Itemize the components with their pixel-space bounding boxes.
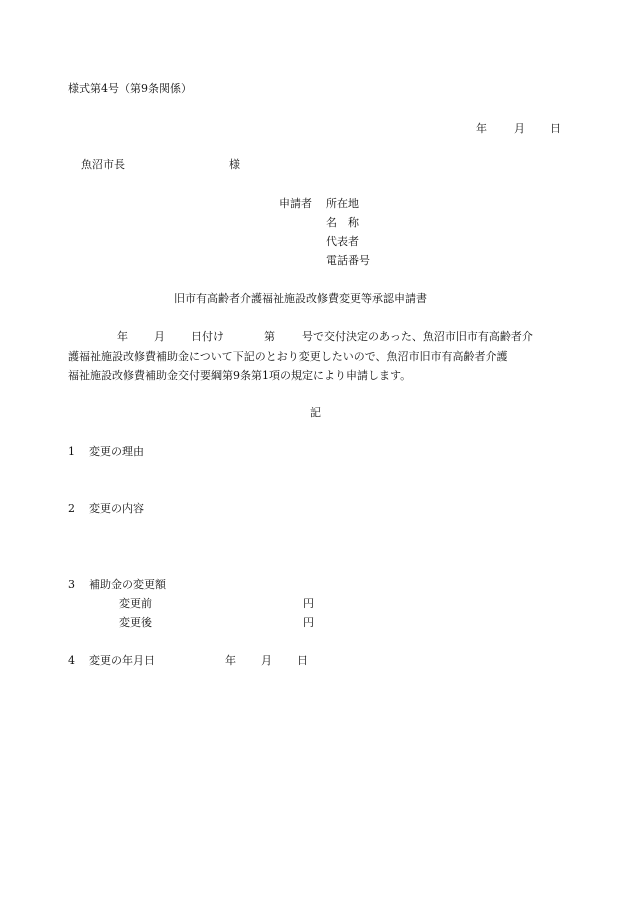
addressee-honorific: 様: [229, 158, 240, 171]
item-1-label: 変更の理由: [89, 445, 144, 458]
item-3-number: 3: [68, 578, 75, 591]
item-1-number: 1: [68, 445, 75, 458]
date-year-label: 年: [476, 122, 487, 135]
body-line1-rest: 号で交付決定のあった、魚沼市旧市有高齢者介: [302, 330, 533, 343]
amount-after-label: 変更後: [119, 616, 152, 629]
form-number: 様式第4号（第9条関係）: [68, 82, 192, 95]
applicant-field-name: 名 称: [326, 216, 359, 229]
applicant-field-address: 所在地: [326, 197, 359, 210]
amount-before-label: 変更前: [119, 597, 152, 610]
applicant-field-phone: 電話番号: [326, 254, 370, 267]
date-day-label: 日: [550, 122, 561, 135]
body-month-label: 月: [154, 330, 165, 343]
body-year-label: 年: [117, 330, 128, 343]
change-date-day: 日: [297, 654, 308, 667]
body-day-label: 日付け: [191, 330, 224, 343]
item-4-number: 4: [68, 654, 75, 667]
document-title: 旧市有高齢者介護福祉施設改修費変更等承認申請書: [174, 292, 427, 305]
item-3-label: 補助金の変更額: [89, 578, 166, 591]
change-date-month: 月: [261, 654, 272, 667]
change-date-year: 年: [225, 654, 236, 667]
addressee-name: 魚沼市長: [81, 158, 125, 171]
body-dai-label: 第: [264, 330, 275, 343]
date-month-label: 月: [514, 122, 525, 135]
item-2-number: 2: [68, 502, 75, 515]
item-4-label: 変更の年月日: [89, 654, 155, 667]
ki-marker: 記: [310, 406, 321, 419]
item-2-label: 変更の内容: [89, 502, 144, 515]
body-line2: 護福祉施設改修費補助金について下記のとおり変更したいので、魚沼市旧市有高齢者介護: [68, 350, 508, 363]
body-line3: 福祉施設改修費補助金交付要綱第9条第1項の規定により申請します。: [68, 369, 412, 382]
applicant-label: 申請者: [279, 197, 312, 210]
amount-before-unit: 円: [303, 597, 314, 610]
applicant-field-representative: 代表者: [326, 235, 359, 248]
amount-after-unit: 円: [303, 616, 314, 629]
